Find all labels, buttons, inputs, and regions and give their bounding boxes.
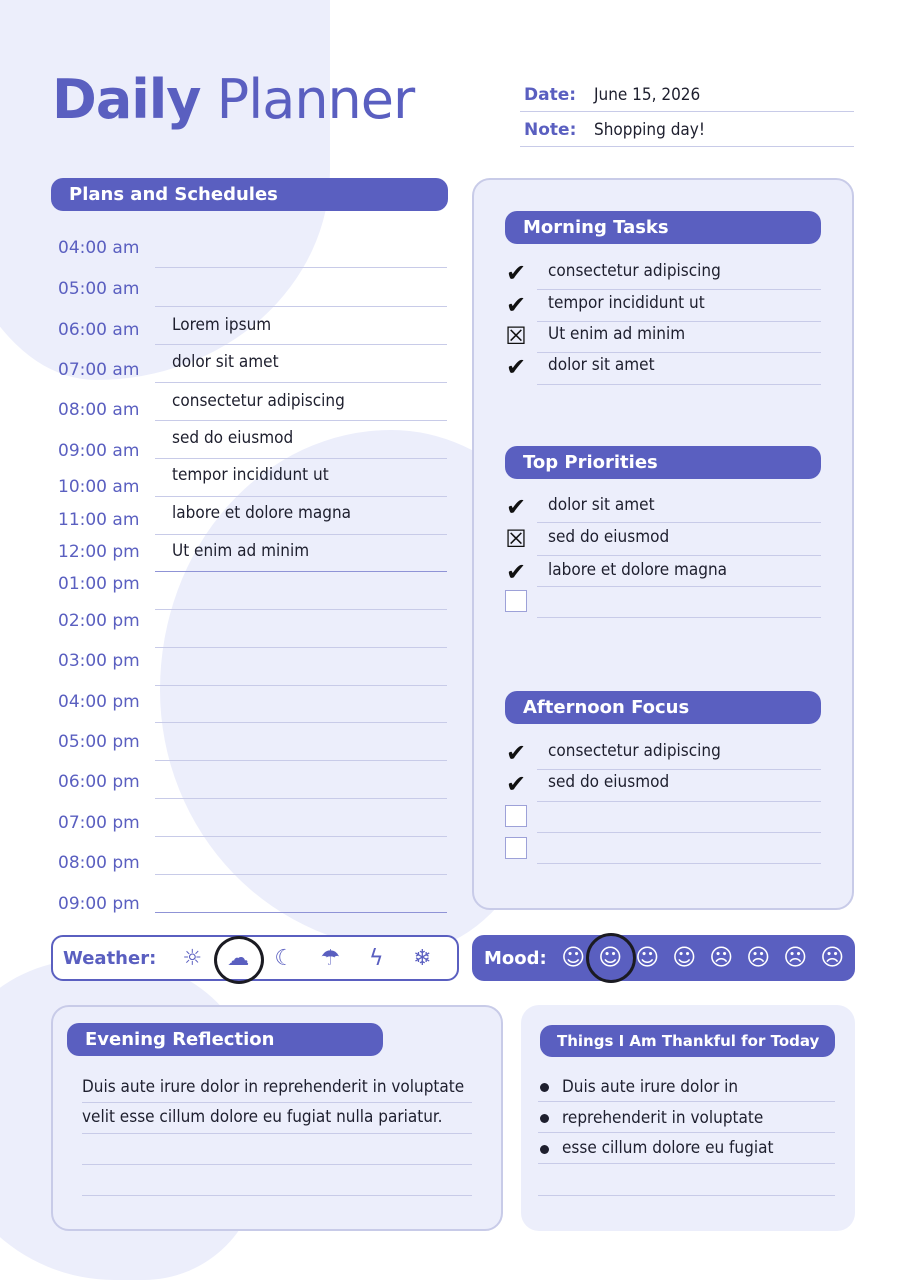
- time-label: 06:00 am: [58, 320, 140, 340]
- time-label: 08:00 am: [58, 400, 140, 420]
- time-label: 07:00 pm: [58, 813, 140, 833]
- time-label: 09:00 am: [58, 441, 140, 461]
- ruled-line: [82, 1133, 472, 1134]
- schedule-heading: Plans and Schedules: [51, 178, 448, 211]
- bullet: [540, 1145, 549, 1154]
- checkbox[interactable]: [505, 837, 527, 859]
- checkbox[interactable]: [505, 590, 527, 612]
- checkmark-icon[interactable]: ✔: [505, 770, 527, 798]
- schedule-line[interactable]: [155, 382, 447, 383]
- checkmark-icon[interactable]: ✔: [505, 493, 527, 521]
- cross-box-icon[interactable]: ☒: [505, 322, 527, 350]
- time-label: 07:00 am: [58, 360, 140, 380]
- task-line: [537, 555, 821, 556]
- schedule-entry[interactable]: Lorem ipsum: [172, 315, 272, 335]
- checkmark-icon[interactable]: ✔: [505, 739, 527, 767]
- schedule-line[interactable]: [155, 534, 447, 535]
- time-label: 06:00 pm: [58, 772, 140, 792]
- schedule-entry[interactable]: Ut enim ad minim: [172, 541, 310, 561]
- task-text[interactable]: sed do eiusmod: [548, 772, 670, 792]
- time-label: 05:00 am: [58, 279, 140, 299]
- schedule-entry[interactable]: tempor incididunt ut: [172, 465, 329, 485]
- ruled-line: [538, 1163, 835, 1164]
- worried-face-icon[interactable]: ☹: [746, 945, 771, 971]
- task-line: [537, 832, 821, 833]
- grinning-face-icon[interactable]: ☺: [594, 945, 627, 971]
- sad-face-icon[interactable]: ☹: [709, 945, 734, 971]
- snow-icon[interactable]: ❄: [413, 945, 432, 971]
- schedule-line[interactable]: [155, 760, 447, 761]
- schedule-entry[interactable]: labore et dolore magna: [172, 503, 352, 523]
- task-text[interactable]: tempor incididunt ut: [548, 293, 705, 313]
- weather-label: Weather:: [63, 947, 157, 969]
- schedule-line[interactable]: [155, 267, 447, 268]
- schedule-entry[interactable]: dolor sit amet: [172, 352, 279, 372]
- angry-face-icon[interactable]: ☹: [783, 945, 808, 971]
- priorities-heading: Top Priorities: [505, 446, 821, 479]
- task-line: [537, 289, 821, 290]
- cross-box-icon[interactable]: ☒: [505, 525, 527, 553]
- schedule-line[interactable]: [155, 647, 447, 648]
- ruled-line: [538, 1132, 835, 1133]
- checkmark-icon[interactable]: ✔: [505, 291, 527, 319]
- note-row: [520, 113, 854, 147]
- afternoon-heading: Afternoon Focus: [505, 691, 821, 724]
- bullet: [540, 1114, 549, 1123]
- date-label: Date:: [524, 84, 577, 105]
- time-label: 01:00 pm: [58, 574, 140, 594]
- time-label: 05:00 pm: [58, 732, 140, 752]
- ruled-line: [538, 1195, 835, 1196]
- ruled-line: [82, 1102, 472, 1103]
- evening-heading: Evening Reflection: [67, 1023, 383, 1056]
- thankful-item-2[interactable]: reprehenderit in voluptate: [562, 1108, 764, 1128]
- task-text[interactable]: Ut enim ad minim: [548, 324, 686, 344]
- weather-bar: [51, 935, 459, 981]
- time-label: 04:00 pm: [58, 692, 140, 712]
- task-text[interactable]: dolor sit amet: [548, 355, 655, 375]
- sunny-icon[interactable]: ☼: [182, 945, 203, 971]
- task-text[interactable]: dolor sit amet: [548, 495, 655, 515]
- schedule-line[interactable]: [155, 571, 447, 572]
- selection-circle: [214, 936, 264, 984]
- task-text[interactable]: sed do eiusmod: [548, 527, 670, 547]
- partly-cloudy-icon[interactable]: ☁: [220, 946, 256, 971]
- smiling-face-icon[interactable]: ☺: [635, 945, 660, 971]
- schedule-line[interactable]: [155, 344, 447, 345]
- schedule-line[interactable]: [155, 912, 447, 913]
- schedule-line[interactable]: [155, 874, 447, 875]
- task-line: [537, 863, 821, 864]
- schedule-line[interactable]: [155, 306, 447, 307]
- grimacing-face-icon[interactable]: ☹: [820, 945, 845, 971]
- thunderstorm-icon[interactable]: ϟ: [369, 945, 384, 971]
- task-text[interactable]: labore et dolore magna: [548, 560, 728, 580]
- schedule-line[interactable]: [155, 798, 447, 799]
- time-label: 08:00 pm: [58, 853, 140, 873]
- ruled-line: [538, 1101, 835, 1102]
- time-label: 02:00 pm: [58, 611, 140, 631]
- date-row: [520, 78, 854, 112]
- date-value[interactable]: June 15, 2026: [594, 84, 701, 105]
- mood-label: Mood:: [484, 947, 547, 969]
- time-label: 03:00 pm: [58, 651, 140, 671]
- schedule-line[interactable]: [155, 722, 447, 723]
- checkbox[interactable]: [505, 805, 527, 827]
- rain-icon[interactable]: ☂: [320, 945, 341, 971]
- note-value[interactable]: Shopping day!: [594, 119, 705, 140]
- morning-heading: Morning Tasks: [505, 211, 821, 244]
- schedule-line[interactable]: [155, 609, 447, 610]
- thankful-item-1[interactable]: Duis aute irure dolor in: [562, 1077, 739, 1097]
- thankful-item-3[interactable]: esse cillum dolore eu fugiat: [562, 1138, 774, 1158]
- task-line: [537, 321, 821, 322]
- mood-bar: [472, 935, 855, 981]
- schedule-line[interactable]: [155, 420, 447, 421]
- night-icon[interactable]: ☾: [274, 945, 295, 971]
- time-label: 12:00 pm: [58, 542, 140, 562]
- schedule-line[interactable]: [155, 496, 447, 497]
- time-label: 10:00 am: [58, 477, 140, 497]
- evening-line-1[interactable]: Duis aute irure dolor in reprehenderit in voluptate: [82, 1077, 465, 1097]
- schedule-line[interactable]: [155, 458, 447, 459]
- time-label: 04:00 am: [58, 238, 140, 258]
- task-line: [537, 522, 821, 523]
- surprised-face-icon[interactable]: ☺: [672, 945, 697, 971]
- checkmark-icon[interactable]: ✔: [505, 558, 527, 586]
- task-line: [537, 769, 821, 770]
- checkmark-icon[interactable]: ✔: [505, 353, 527, 381]
- time-label: 09:00 pm: [58, 894, 140, 914]
- page-title: Daily Planner: [52, 68, 415, 131]
- time-label: 11:00 am: [58, 510, 140, 530]
- selection-circle: [586, 933, 636, 983]
- evening-line-2[interactable]: velit esse cillum dolore eu fugiat nulla pariatur.: [82, 1107, 443, 1127]
- task-line: [537, 352, 821, 353]
- schedule-line[interactable]: [155, 836, 447, 837]
- ruled-line: [82, 1164, 472, 1165]
- laughing-face-icon[interactable]: ☺: [561, 945, 586, 971]
- schedule-entry[interactable]: consectetur adipiscing: [172, 391, 345, 411]
- task-text[interactable]: consectetur adipiscing: [548, 741, 721, 761]
- task-line: [537, 801, 821, 802]
- task-line: [537, 586, 821, 587]
- task-line: [537, 617, 821, 618]
- task-line: [537, 384, 821, 385]
- bullet: [540, 1083, 549, 1092]
- ruled-line: [82, 1195, 472, 1196]
- task-text[interactable]: consectetur adipiscing: [548, 261, 721, 281]
- schedule-line[interactable]: [155, 685, 447, 686]
- checkmark-icon[interactable]: ✔: [505, 259, 527, 287]
- schedule-entry[interactable]: sed do eiusmod: [172, 428, 294, 448]
- thankful-heading: Things I Am Thankful for Today: [540, 1025, 835, 1057]
- note-label: Note:: [524, 119, 577, 140]
